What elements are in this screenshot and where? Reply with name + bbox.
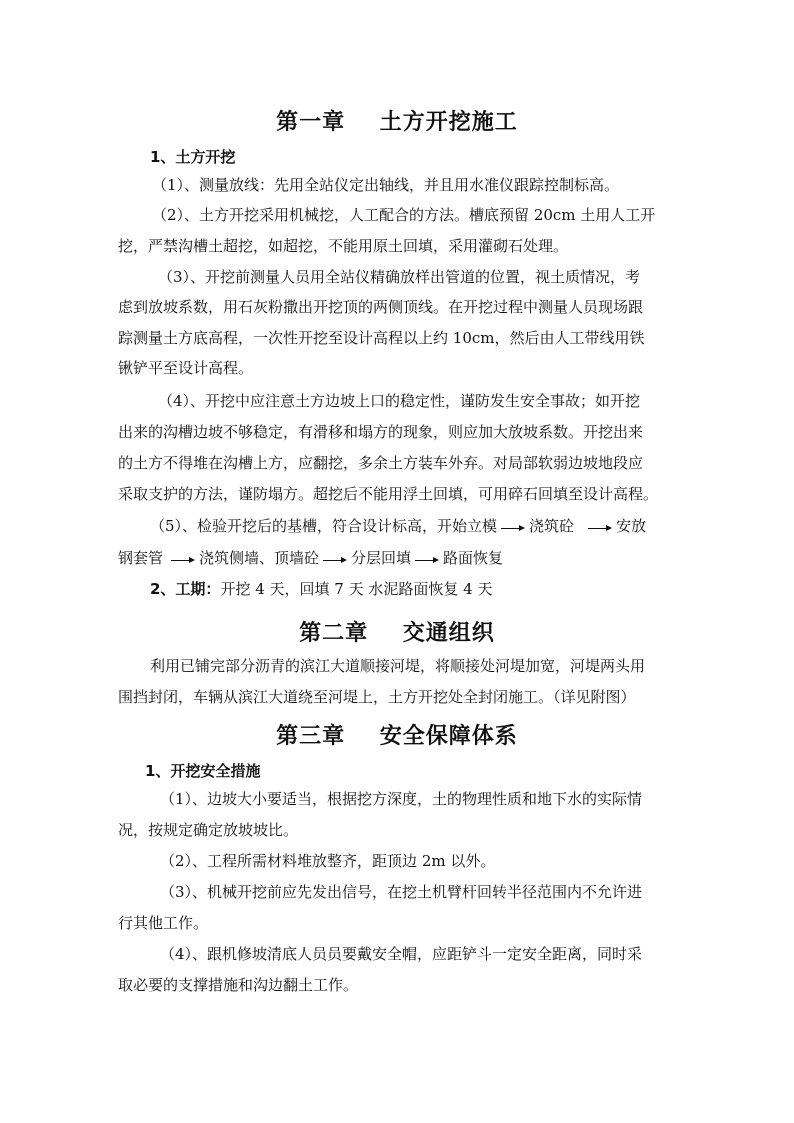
arrow-right-icon (588, 522, 612, 532)
paragraph-5-line-1 (150, 516, 646, 536)
safety-1-line-2: 况，按规定确定放坡坡比。 (118, 821, 299, 839)
step-steel-casing: 钢套管 (118, 549, 164, 567)
paragraph-4-line-2: 出来的沟槽边坡不够稳定，有滑移和塌方的现象，则应加大放坡系数。开挖出来 (118, 423, 644, 441)
chapter-3-title: 第三章 安全保障体系 (276, 724, 518, 749)
section-safety-heading: 1、开挖安全措施 (145, 762, 261, 780)
safety-1-line-1: （1）、边坡大小要适当，根据挖方深度，土的物理性质和地下水的实际情 (160, 790, 643, 808)
paragraph-2-line-2: 挖，严禁沟槽土超挖，如超挖，不能用原土回填，采用灌砌石处理。 (118, 237, 569, 255)
construction-period-line (150, 579, 492, 599)
traffic-paragraph-line-2: 围挡封闭，车辆从滨江大道绕至河堤上，土方开挖处全封闭施工。（详见附图） (118, 688, 636, 706)
paragraph-3-line-1: （3）、开挖前测量人员用全站仪精确放样出管道的位置，视土质情况，考 (158, 268, 641, 286)
safety-4-line-1: （4）、跟机修坡清底人员员要戴安全帽，应距铲斗一定安全距离，同时采 (160, 945, 643, 963)
safety-3-line-2: 行其他工作。 (118, 914, 209, 932)
step-pour-concrete: 浇筑砼 (529, 517, 575, 535)
step-road-restoration: 路面恢复 (443, 549, 504, 567)
paragraph-4-line-3: 的土方不得堆在沟槽上方，应翻挖，多余土方装车外弃。对局部软弱边坡地段应 (118, 454, 644, 472)
section-earthwork-heading: 1、土方开挖 (150, 148, 236, 166)
arrow-right-icon (323, 554, 347, 564)
safety-4-line-2: 取必要的支撑措施和沟边翻土工作。 (118, 976, 359, 994)
paragraph-3-line-4: 锹铲平至设计高程。 (118, 359, 254, 377)
arrow-right-icon (415, 554, 439, 564)
step-backfill: 分层回填 (351, 549, 412, 567)
paragraph-5-lead: （5）、检验开挖后的基槽，符合设计标高，开始立模 (150, 517, 498, 535)
paragraph-3-line-2: 虑到放坡系数，用石灰粉撒出开挖顶的两侧顶线。在开挖过程中测量人员现场跟 (118, 298, 644, 316)
chapter-2-title: 第二章 交通组织 (299, 621, 495, 646)
paragraph-1-line-1: （1）、测量放线：先用全站仪定出轴线，并且用水准仪跟踪控制标高。 (152, 176, 620, 194)
step-place: 安放 (616, 517, 647, 535)
paragraph-2-line-1: （2）、土方开挖采用机械挖，人工配合的方法。槽底预留 20cm 土用人工开 (152, 206, 656, 224)
arrow-right-icon (501, 522, 525, 532)
construction-period-label: 2、工期： (150, 580, 221, 598)
construction-period-text: 开挖 4 天，回填 7 天 水泥路面恢复 4 天 (220, 580, 493, 598)
arrow-right-icon (171, 554, 195, 564)
traffic-paragraph-line-1: 利用已铺完部分沥青的滨江大道顺接河堤，将顺接处河堤加宽，河堤两头用 (150, 657, 646, 675)
paragraph-4-line-1: （4）、开挖中应注意土方边坡上口的稳定性，谨防发生安全事故；如开挖 (158, 392, 641, 410)
step-walls-concrete: 浇筑侧墙、顶墙砼 (199, 549, 320, 567)
safety-2-line-1: （2）、工程所需材料堆放整齐，距顶边 2m 以外。 (160, 852, 496, 870)
chapter-1-title: 第一章 土方开挖施工 (276, 110, 518, 135)
paragraph-4-line-4: 采取支护的方法，谨防塌方。超挖后不能用浮土回填，可用碎石回填至设计高程。 (118, 485, 659, 503)
paragraph-5-line-2 (118, 548, 503, 568)
paragraph-3-line-3: 踪测量土方底高程，一次性开挖至设计高程以上约 10cm，然后由人工带线用铁 (118, 329, 645, 347)
safety-3-line-1: （3）、机械开挖前应先发出信号，在挖土机臂杆回转半径范围内不允许进 (160, 883, 643, 901)
